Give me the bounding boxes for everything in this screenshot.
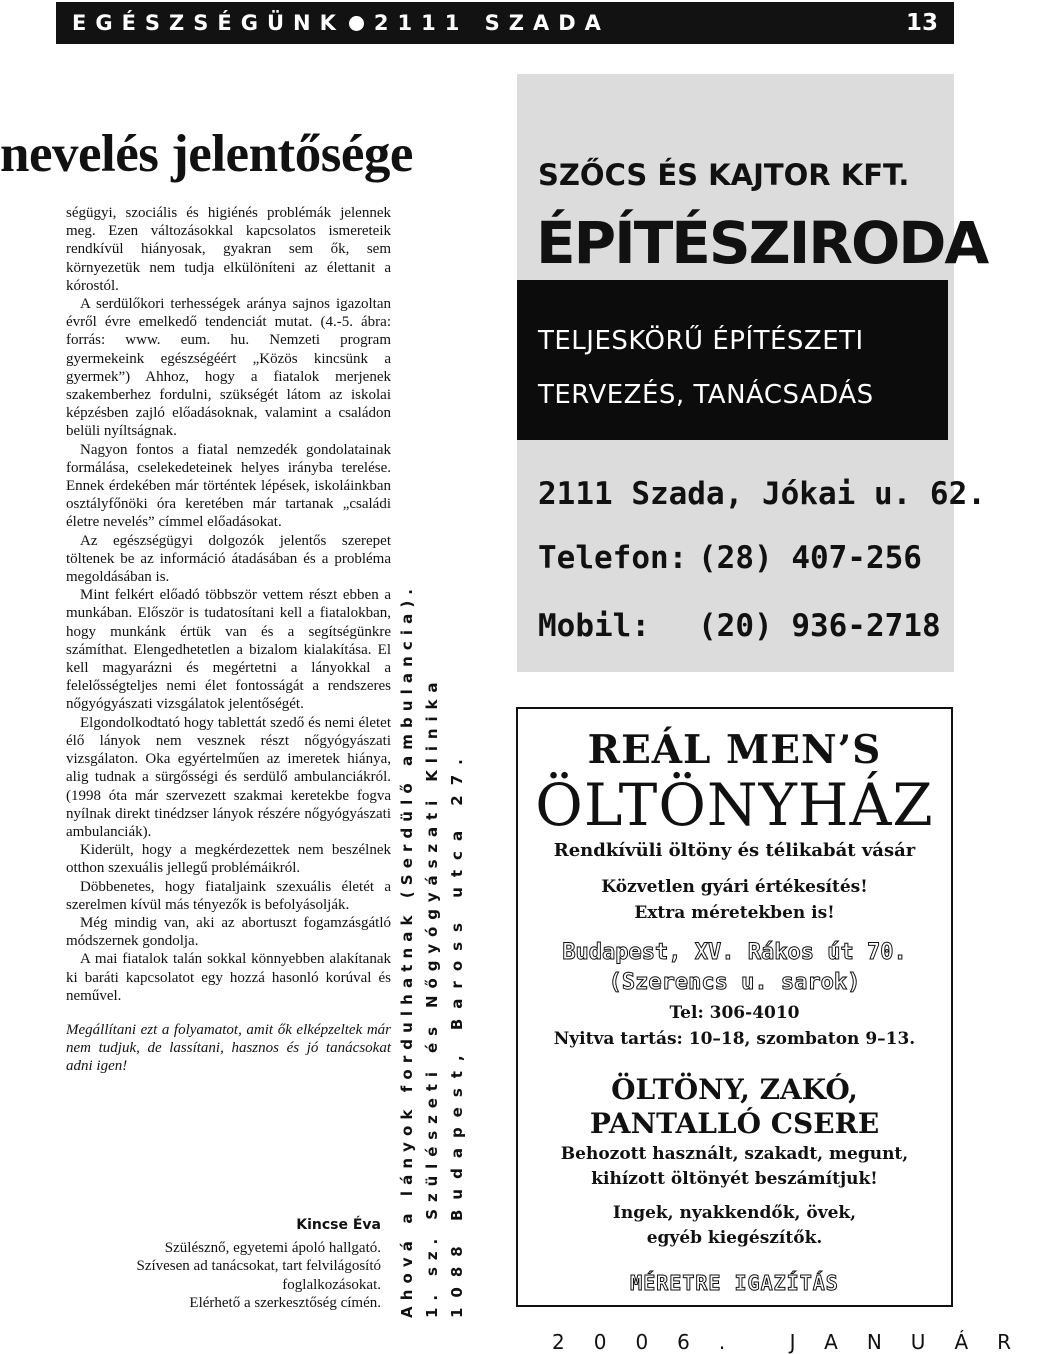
article-body (66, 204, 391, 1076)
swap-line1: ÖLTÖNY, ZAKÓ, (611, 1073, 858, 1106)
shop-name-line1: REÁL MEN’S (587, 727, 882, 773)
suit-shop-ad (516, 707, 953, 1307)
article-headline: nevelés jelentősége (0, 125, 413, 183)
author-title: Szülésznő, egyetemi ápoló hallgató. (164, 1239, 381, 1256)
article-paragraph: Az egészségügyi dolgozók jelentős szerepet töltenek be az információ átadásában és a probléma megoldásában is. (66, 532, 391, 586)
company-name: SZŐCS ÉS KAJTOR KFT. (538, 158, 910, 192)
phone-number: (28) 407-256 (698, 540, 922, 576)
tradein-line2: kihízott öltönyét beszámítjuk! (591, 1169, 878, 1189)
services-panel (517, 280, 948, 440)
vertical-note-line2: 1. sz. Szülészeti és Nőgyógyászati Klinika (423, 675, 441, 1318)
article-paragraph: A serdülőkori terhességek aránya sajnos igazoltan évről évre emelkedő tendenciát mutat. (4.-5. ábra: forrás: www. eum. hu. Nemzeti program gyermekeink egészségéért „Közös kincsünk a gyermek”) Ahhoz, hogy a fiatalok merjenek szakemberhez fordulni, szükségét látom az iskolai képzésben zajló előadásoknak, valamint a családon belüli nyíltságnak. (66, 296, 391, 440)
mobile-label: Mobil: (538, 608, 650, 644)
opening-hours: Nyitva tartás: 10–18, szombaton 9–13. (553, 1029, 916, 1049)
sale-line: Rendkívüli öltöny és télikabát vásár (553, 840, 916, 861)
extras-line2: egyéb kiegészítők. (646, 1228, 823, 1248)
shop-address-line1: Budapest, XV. Rákos út 70. (562, 940, 907, 965)
author-contact: Elérhető a szerkesztőség címén. (189, 1295, 381, 1311)
bullet-icon (349, 16, 364, 31)
page-number: 13 (905, 10, 938, 36)
town-name: 2111 SZADA (373, 11, 610, 35)
mobile-number: (20) 936-2718 (698, 608, 941, 644)
shop-address-line2: (Szerencs u. sarok) (608, 970, 861, 995)
architect-address: 2111 Szada, Jókai u. 62. (538, 476, 986, 512)
service-line2: TERVEZÉS, TANÁCSADÁS (538, 380, 874, 410)
article-paragraph: Még mindig van, aki az abortuszt fogamzásgátló módszernek gondolja. (66, 914, 391, 950)
article-paragraph: A mai fiatalok talán sokkal könnyebben alakítanak ki baráti kapcsolatot egy hozzá hasonló korúval és neművel. (66, 951, 391, 1004)
shop-name-line2: ÖLTÖNYHÁZ (535, 771, 934, 839)
architect-phone (538, 540, 922, 576)
page-header-bar (56, 2, 954, 44)
direct-sale-line: Közvetlen gyári értékesítés! (601, 877, 868, 897)
issue-date: 2006. JANUÁR (552, 1330, 1040, 1354)
author-name: Kincse Éva (296, 1217, 381, 1233)
phone-label: Telefon: (538, 540, 688, 576)
architect-mobile (538, 608, 941, 644)
vertical-note-line1: Ahová a lányok fordulhatnak (Serdülő ambulancia). (398, 582, 416, 1318)
extras-line1: Ingek, nyakkendők, övek, (612, 1203, 857, 1223)
section-title (56, 11, 610, 35)
article-paragraph: Nagyon fontos a fiatal nemzedék gondolatainak formálása, cselekedeteinek helyes irányba terelése. Ennek érdekében már történtek lépések, iskoláinkban osztályfőnöki óra keretében már tartanak „családi életre nevelés” címmel előadásokat. (66, 441, 391, 531)
article-closing: Megállítani ezt a folyamatot, amit ők elképzeltek már nem tudjuk, de lassítani, hasznos és jó tanácsokat adni igen! (66, 1021, 391, 1075)
article-paragraph: Kiderült, hogy a megkérdezettek nem beszélnek otthon szexuális jellegű problémáikról. (66, 842, 391, 877)
service-line1: TELJESKÖRŰ ÉPÍTÉSZETI (538, 326, 864, 356)
article-paragraph: Elgondolkodtató hogy tablettát szedő és nemi életet élő lányok nem vesznek részt nőgyógyászati vizsgálaton. Oka egyértelműen az imeretek hiánya, alig tudnak a sürgősségi és serdülő ambulanciákról.(1998 óta már szervezett szakmai keretekbe fogva nyílnak direkt tinédzser lányok részére nőgyógyászati ambulanciák). (66, 714, 391, 840)
sizes-line: Extra méretekben is! (634, 903, 835, 923)
section-name: EGÉSZSÉGÜNK (72, 11, 345, 35)
vertical-note-line3: 1088 Budapest, Baross utca 27. (448, 749, 466, 1318)
tradein-line1: Behozott használt, szakadt, megunt, (560, 1144, 909, 1164)
architect-ad (517, 74, 988, 672)
author-offer: Szívesen ad tanácsokat, tart felvilágosító foglalkozásokat. (136, 1258, 381, 1293)
shop-phone: Tel: 306-4010 (669, 1003, 800, 1023)
office-title: ÉPÍTÉSZIRODA (536, 209, 988, 277)
article-paragraph: Döbbenetes, hogy fiataljaink szexuális életét a szerelmen kívül más tényezők is befolyásolják. (66, 878, 391, 913)
alteration-line: MÉRETRE IGAZÍTÁS (630, 1271, 839, 1295)
article-paragraph: Mint felkért előadó többször vettem részt ebben a munkában. Először is tudatosítani kell a fiatalokban, hogy munkánk értük van és a segítségünkre számíthat. Elengedhetetlen a bizalom kialakítása. El kell magyarázni és megértetni a lányokkal a felelősségteljes nemi élet fontosságát a rendszeres nőgyógyászati vizsgálatok jelentőségét. (66, 587, 391, 713)
swap-line2: PANTALLÓ CSERE (589, 1107, 880, 1140)
article-paragraph: ségügyi, szociális és higiénés problémák jelennek meg. Ezen változásokkal kapcsolatos ismereteik rendkívül hiányosak, gyakran sem ők, sem környezetük nem tudja elkülöníteni az élettanit a kórostól. (66, 205, 391, 294)
author-signature (66, 1216, 381, 1313)
